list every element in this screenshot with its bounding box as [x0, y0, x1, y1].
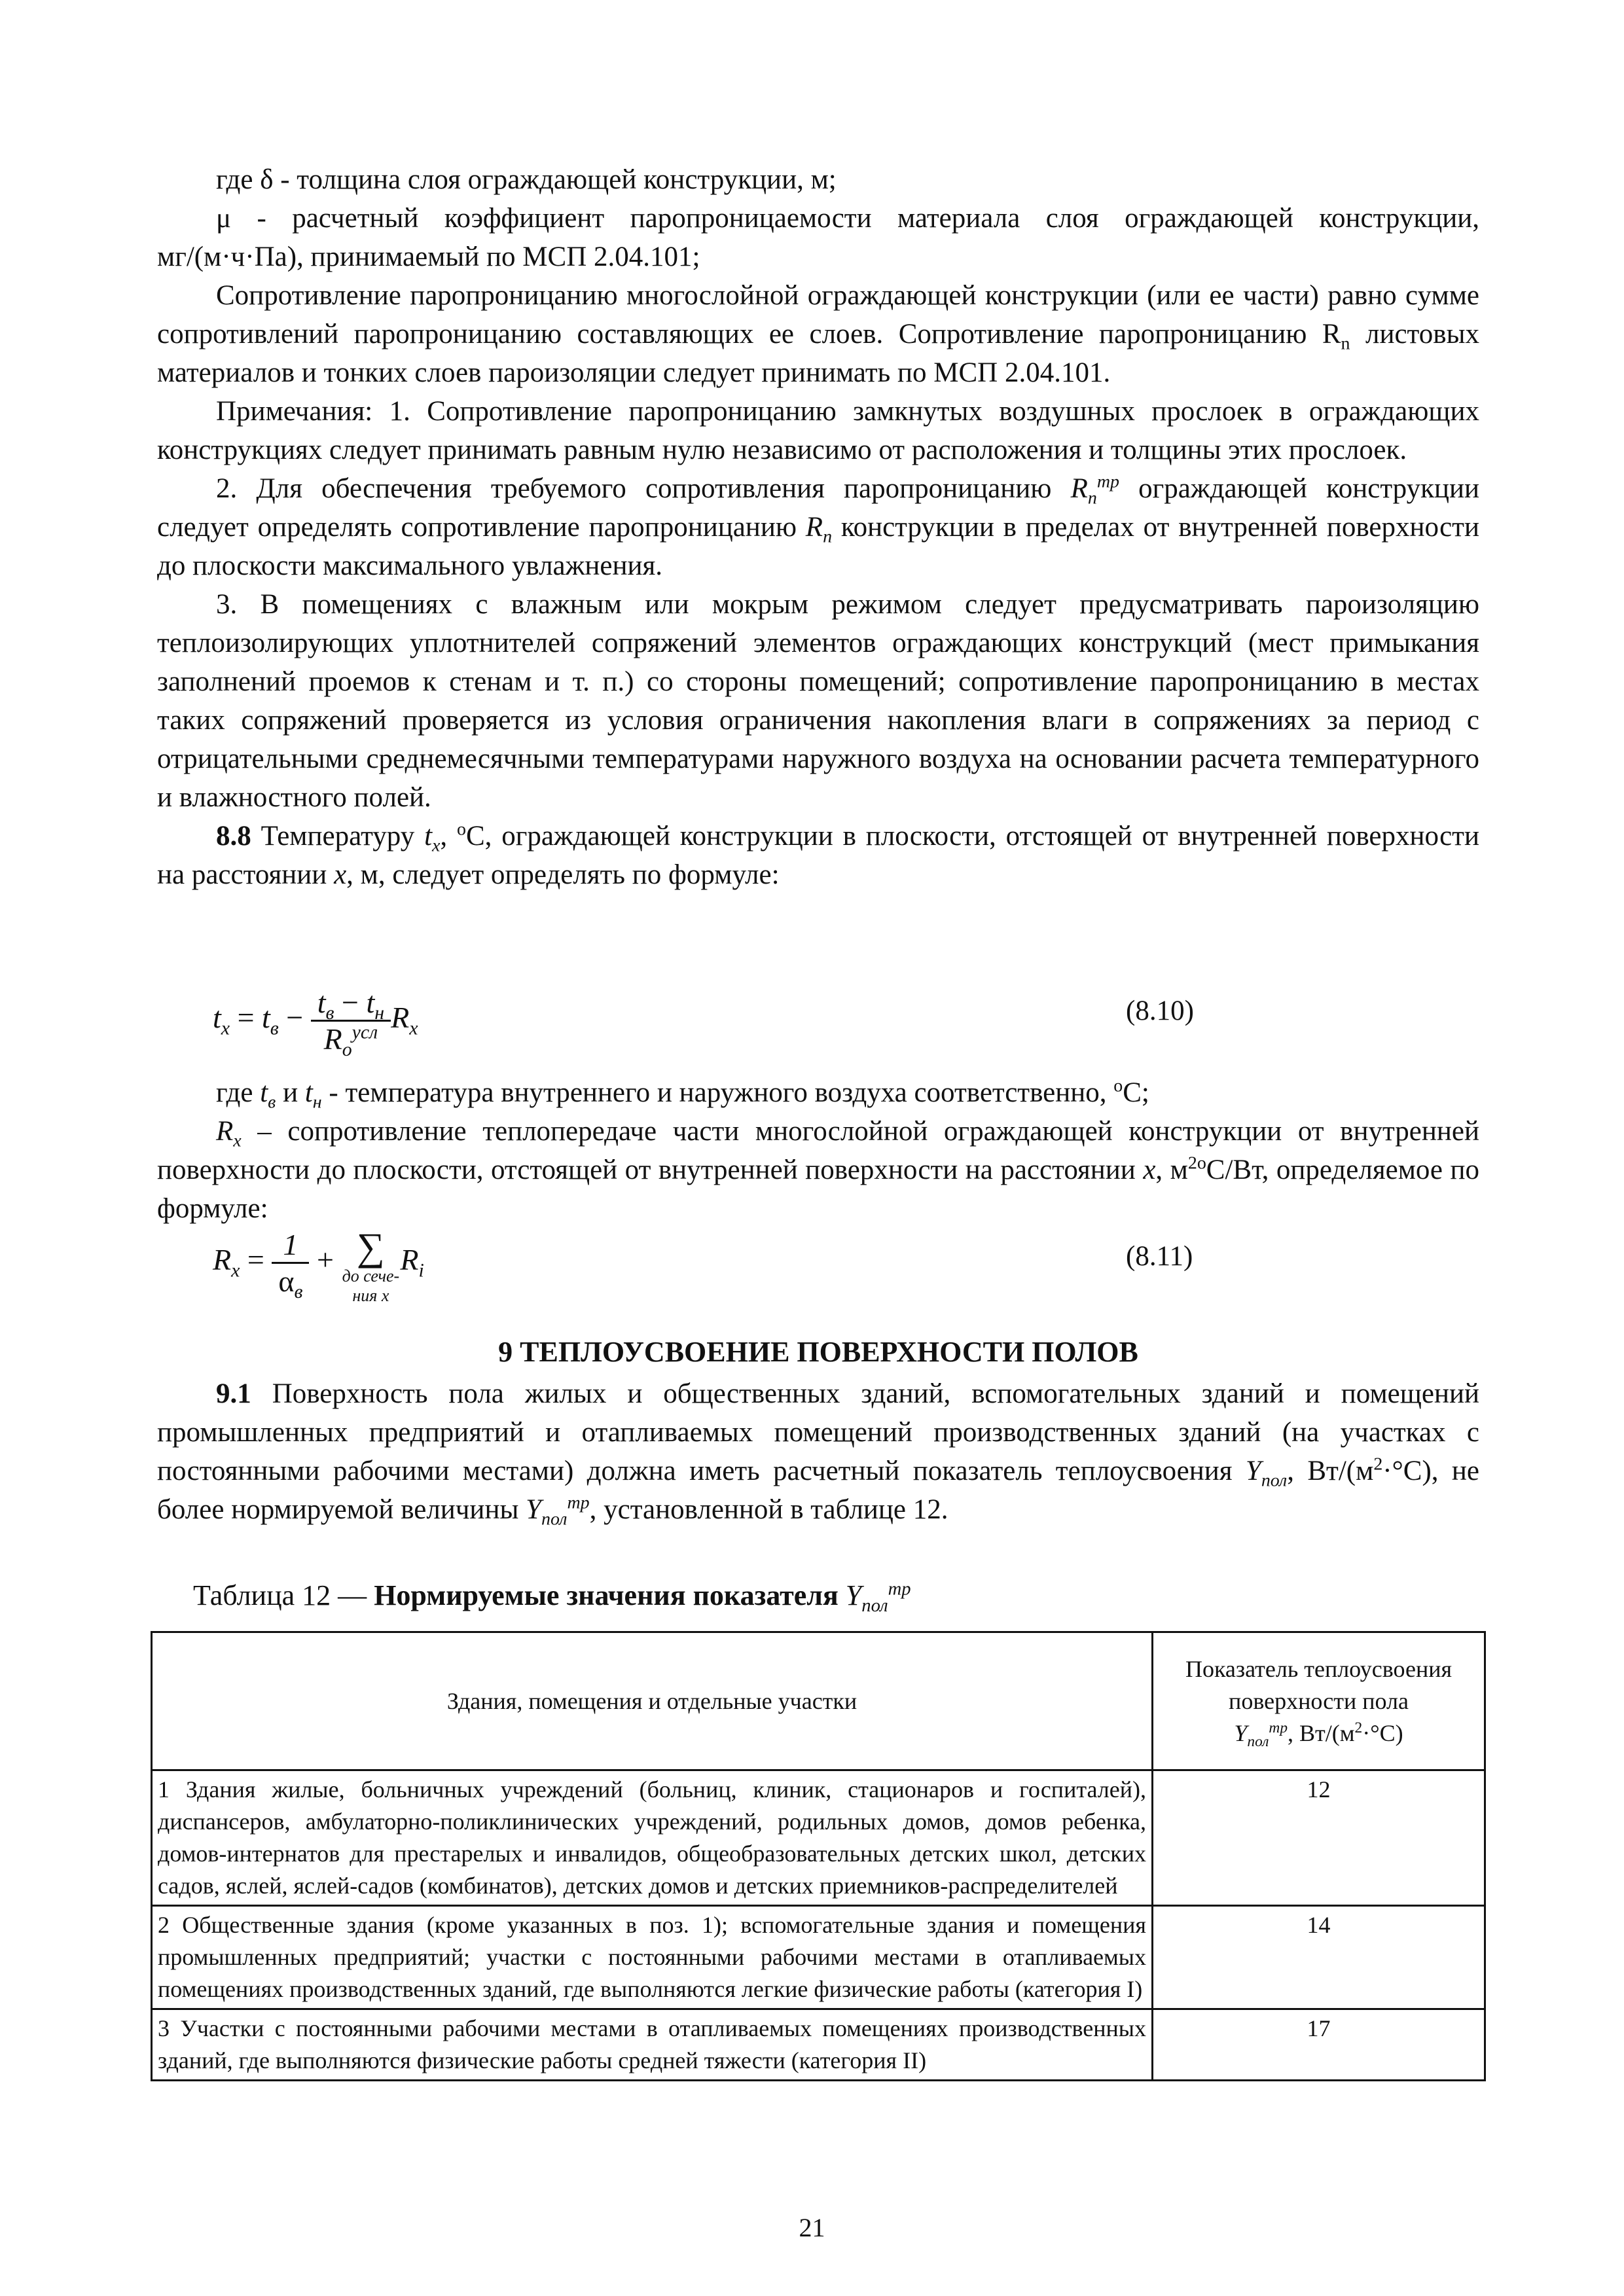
section-heading: 9 ТЕПЛОУСВОЕНИЕ ПОВЕРХНОСТИ ПОЛОВ [498, 1336, 1138, 1368]
sum-with-limit: ∑ до сече-ния x [342, 1225, 400, 1305]
paragraph-8-8: 8.8 Температуру $t_x$, $^o$С, ограждающей конструкции в плоскости, отстоящей от внутренней поверхности на расстоянии x, м, следует определять по формуле: [157, 819, 1479, 890]
note-3: 3. В помещениях с влажным или мокрым режимом следует предусматривать пароизоляцию теплоизолирующих уплотнителей сопряжений элементов ограждающих конструкций (мест примыкания заполнений проемов к стенам и т. п.) со стороны помещений; сопротивление паропроницанию в местах таких сопряжений проверяется из условия ограничения накопления влаги в сопряжениях за период с отрицательными среднемесячными температурами наружного воздуха на основании расчета температурного и влажностного полей. [157, 589, 1479, 813]
table-row [152, 1906, 1485, 2009]
formula-number-8-11: (8.11) [1126, 1241, 1193, 1272]
note-2: 2. Для обеспечения требуемого сопротивления паропроницанию $R_n^{тр}$ ограждающей конструкции следует определять сопротивление паропроницанию $R_n$ конструкции в пределах от внутренней поверхности до плоскости максимального увлажнения. [157, 471, 1480, 581]
table-row [152, 1770, 1485, 1906]
row-description: 3 Участки с постоянными рабочими местами в отапливаемых помещениях производственных зданий, где выполняются физические работы средней тяжести (категория II) [152, 2009, 1153, 2081]
row-description: 1 Здания жилые, больничных учреждений (больниц, клиник, стационаров и госпиталей), диспансеров, амбулаторно-поликлинических учреждений, родильных домов, домов ребенка, домов-интернатов для престарелых и инвалидов, общеобразовательных детских школ, детских садов, яслей, яслей-садов (комбинатов), детских домов и детских приемников-распределителей [152, 1770, 1153, 1906]
fraction: $\frac{t_в - t_н}{R_o^{усл}}$ [311, 985, 391, 1056]
paragraph-resistance: Сопротивление паропроницанию многослойной ограждающей конструкции (или ее части) равно сумме сопротивлений паропроницанию составляющих ее слоев. Сопротивление паропроницанию $R_n$ листовых материалов и тонких слоев пароизоляции следует принимать по МСП 2.04.101. [157, 280, 1479, 388]
paragraph-9-1: 9.1 Поверхность пола жилых и общественных зданий, вспомогательных зданий и помещений промышленных предприятий и отапливаемых помещений производственных зданий (на участках с постоянными рабочими местами) должна иметь расчетный показатель теплоусвоения $Y_{пол}$, $Вт/(м^2\cdot^\circ С)$, не более нормируемой величины $Y_{пол}^{тр}$, установленной в таблице 12. [157, 1378, 1479, 1530]
header-buildings: Здания, помещения и отдельные участки [152, 1632, 1153, 1770]
paragraph-rx: $R_x$ – сопротивление теплопередаче части многослойной ограждающей конструкции от внутренней поверхности до плоскости, отстоящей от внутренней поверхности на расстоянии x, $м^{2о}С/Вт$, определяемое по формуле: [157, 1116, 1479, 1224]
body-text-top [157, 160, 1479, 894]
paragraph-mu: μ - расчетный коэффициент паропроницаемости материала слоя ограждающей конструкции, мг/(м·ч·Па), принимаемый по МСП 2.04.101; [157, 203, 1479, 272]
row-description: 2 Общественные здания (кроме указанных в поз. 1); вспомогательные здания и помещения промышленных предприятий; участки с постоянными рабочими местами в отапливаемых помещениях производственных зданий, где выполняются легкие физические работы (категория I) [152, 1906, 1153, 2009]
note-1: Примечания: 1. Сопротивление паропроницанию замкнутых воздушных прослоек в ограждающих конструкциях следует принимать равным нулю независимо от расположения и толщины этих прослоек. [157, 396, 1479, 465]
page-number: 21 [799, 2213, 825, 2242]
row-value: 12 [1153, 1770, 1485, 1906]
table-12 [151, 1631, 1486, 2081]
paragraph-where-t: где $t_в$ и $t_н$ - температура внутреннего и наружного воздуха соответственно, $^o$С; [216, 1075, 1149, 1113]
body-text-middle [157, 1073, 1479, 1228]
table-caption: Таблица 12 — Нормируемые значения показателя $Y_{пол}^{тр}$ [193, 1579, 911, 1616]
paragraph-delta: где δ - толщина слоя ограждающей конструкции, м; [216, 164, 837, 195]
row-value: 17 [1153, 2009, 1485, 2081]
formula-number-8-10: (8.10) [1126, 996, 1194, 1026]
table-row [152, 2009, 1485, 2081]
table-header-row [152, 1632, 1485, 1770]
fraction: $\frac{1}{\alpha_в}$ [272, 1227, 309, 1299]
header-index: Показатель теплоусвоения поверхности пола $Y_{пол}^{тр}$, $Вт/(м^2\cdot^\circ С)$ [1153, 1632, 1485, 1770]
formula-8-11: $R_x$ = $\frac{1}{\alpha_в}$ + ∑ до сече-ния x $R_i$ [213, 1225, 424, 1305]
body-text-section-9 [157, 1374, 1479, 1529]
formula-8-10: $t_x = t_в$ − $\frac{t_в - t_н}{R_o^{усл}}$ $R_x$ [213, 986, 418, 1061]
row-value: 14 [1153, 1906, 1485, 2009]
